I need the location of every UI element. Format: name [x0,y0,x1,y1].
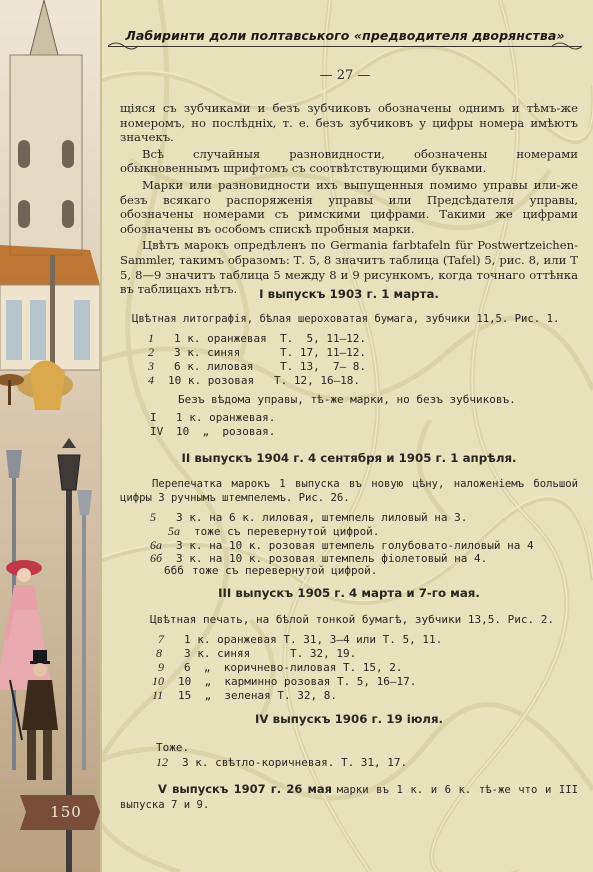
list-item: 12 3 к. свѣтло-коричневая. Т. 31, 17. [156,755,408,769]
strip-divider [100,0,102,872]
intro-text [120,101,578,297]
issue-2-heading: II выпускъ 1904 г. 4 сентября и 1905 г. 1 апрѣля. [181,451,517,465]
list-item: 3 6 к. лиловая Т. 13, 7— 8. [148,359,367,373]
intro-paragraph-3: Марки или разновидности ихъ выпущенныя помимо управы или-же безъ всякаго распоряженія управы или Предсѣдателя управы, обозначены номерами съ римскими цифрами. Такими же цифрами обозначены въ особомъ спискѣ пробныя марки. [120,177,578,236]
list-item: 2 3 к. синяя Т. 17, 11—12. [148,345,367,359]
page-number: — 27 — [319,68,371,83]
book-page-badge [28,795,104,829]
list-item: 6бб тоже съ перевернутой цифрой. [164,564,378,577]
running-header [108,24,582,50]
list-item: 9 6 „ коричнево-лиловая Т. 15, 2. [158,660,403,674]
list-item: I 1 к. оранжевая. [150,411,276,424]
decorative-illustration [0,0,102,872]
issue-5-text: марки въ 1 к. и 6 к. тѣ-же что и III выпуска 7 и 9. [120,784,579,811]
list-item: 10 10 „ карминно розовая Т. 5, 16—17. [152,674,417,688]
issue-5-heading: V выпускъ 1907 г. 26 мая [158,782,333,796]
intro-paragraph-2: Всѣ случайныя разновидности, обозначены номерами обыкновеннымъ шрифтомъ съ соотвѣтствующими буквами. [120,146,578,176]
list-item: 6а 3 к. на 10 к. розовая штемпель голубовато-лиловый на 4 [150,538,534,552]
header-title: Лабиринти доли полтавського «предводителя дворянства» [125,28,565,43]
issue-5-block [120,782,578,812]
list-item: 7 1 к. оранжевая Т. 31, 3—4 или Т. 5, 11. [158,632,443,646]
issue-1-description: Цвѣтная литографія, бѣлая шероховатая бумага, зубчики 11,5. Рис. 1. [132,313,560,325]
list-item: 4 10 к. розовая Т. 12, 16—18. [148,373,361,387]
list-item: 5а тоже съ перевернутой цифрой. [168,524,380,538]
list-item: 1 1 к. оранжевая Т. 5, 11—12. [148,331,367,345]
issue-3-heading: III выпускъ 1905 г. 4 марта и 7-го мая. [218,586,480,600]
issue-4-description: Тоже. [156,741,190,754]
list-item: 6б 3 к. на 10 к. розовая штемпель фіолетовый на 4. [150,551,488,565]
issue-1-heading: I выпускъ 1903 г. 1 марта. [259,287,439,301]
list-item: 5 3 к. на 6 к. лиловая, штемпель лиловый на 3. [150,510,468,524]
intro-paragraph-4: Цвѣтъ марокъ опредѣленъ по Germania farbtafeln für Postwertzeichen-Sammler, такимъ образомъ: Т. 5, 8 значитъ таблица (Tafel) 5, рис. 8, или Т 5, 8—9 значитъ таблица 5 между 8 и 9 рисункомъ, когда точнаго оттѣнка въ таблицахъ нѣтъ. [120,238,578,297]
issue-2-description: Перепечатка марокъ 1 выпуска въ новую цѣну, наложеніемъ большой цифры 3 ручнымъ штемпелемъ. Рис. 26. [120,478,578,504]
list-item: 8 3 к. синяя Т. 32, 19. [156,646,357,660]
intro-paragraph-1: щіяся съ зубчиками и безъ зубчиковъ обозначены однимъ и тѣмъ-же номеромъ, но послѣдніх, т. е. безъ зубчиковъ у цифры номера имѣютъ значекъ. [120,101,578,145]
issue-1-note: Безъ вѣдома управы, тѣ-же марки, но безъ зубчиковъ. [178,393,516,406]
list-item: 11 15 „ зеленая Т. 32, 8. [152,688,337,702]
issue-3-description: Цвѣтная печать, на бѣлой тонкой бумагѣ, зубчики 13,5. Рис. 2. [150,613,554,626]
issue-4-heading: IV выпускъ 1906 г. 19 іюля. [255,712,443,726]
header-rule [108,46,582,47]
book-page-number: 150 [50,803,82,821]
list-item: IV 10 „ розовая. [150,425,276,438]
